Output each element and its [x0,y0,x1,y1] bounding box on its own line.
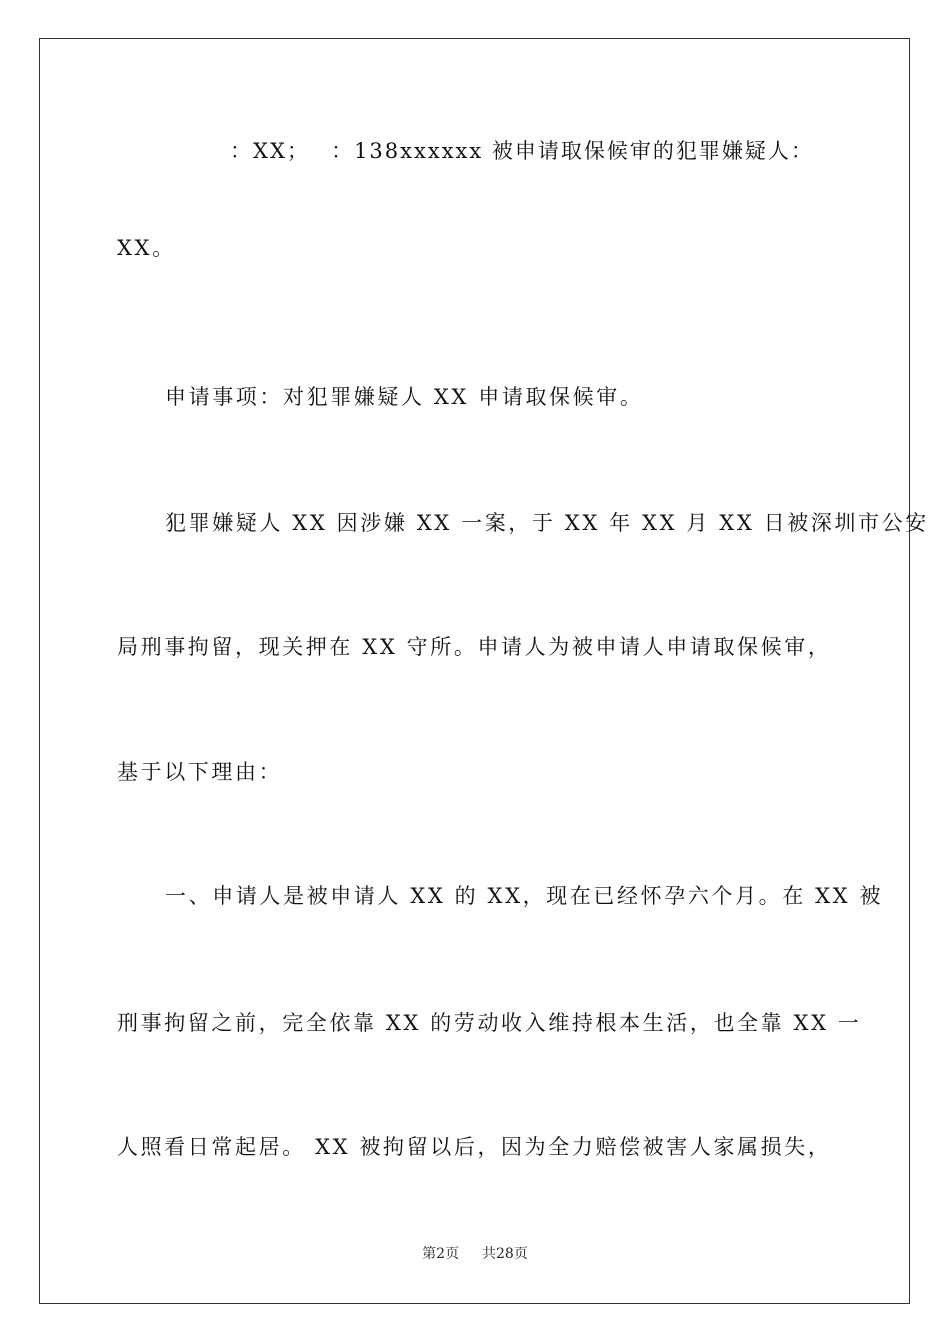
current-page-number: 第2页 [422,1246,460,1262]
body-line-reason-3: 人照看日常起居。 XX 被拘留以后，因为全力赔偿被害人家属损失， [117,1135,832,1159]
body-line-applicant-info: ：XX； ：138xxxxxx 被申请取保候审的犯罪嫌疑人： [230,139,814,163]
body-line-case-3: 基于以下理由： [117,760,283,784]
body-line-reason-1: 一、申请人是被申请人 XX 的 XX，现在已经怀孕六个月。在 XX 被 [165,884,884,908]
body-line-suspect-name: XX。 [117,236,176,260]
body-line-request-item: 申请事项：对犯罪嫌疑人 XX 申请取保候审。 [165,385,644,409]
page-footer [0,1244,950,1264]
total-page-count: 共28页 [482,1246,528,1262]
body-line-reason-2: 刑事拘留之前，完全依靠 XX 的劳动收入维持根本生活，也全靠 XX 一 [117,1011,862,1035]
page-frame [39,38,929,1304]
body-line-case-1: 犯罪嫌疑人 XX 因涉嫌 XX 一案，于 XX 年 XX 月 XX 日被深圳市公安 [165,511,929,535]
body-line-case-2: 局刑事拘留，现关押在 XX 守所。申请人为被申请人申请取保候审， [117,635,832,659]
